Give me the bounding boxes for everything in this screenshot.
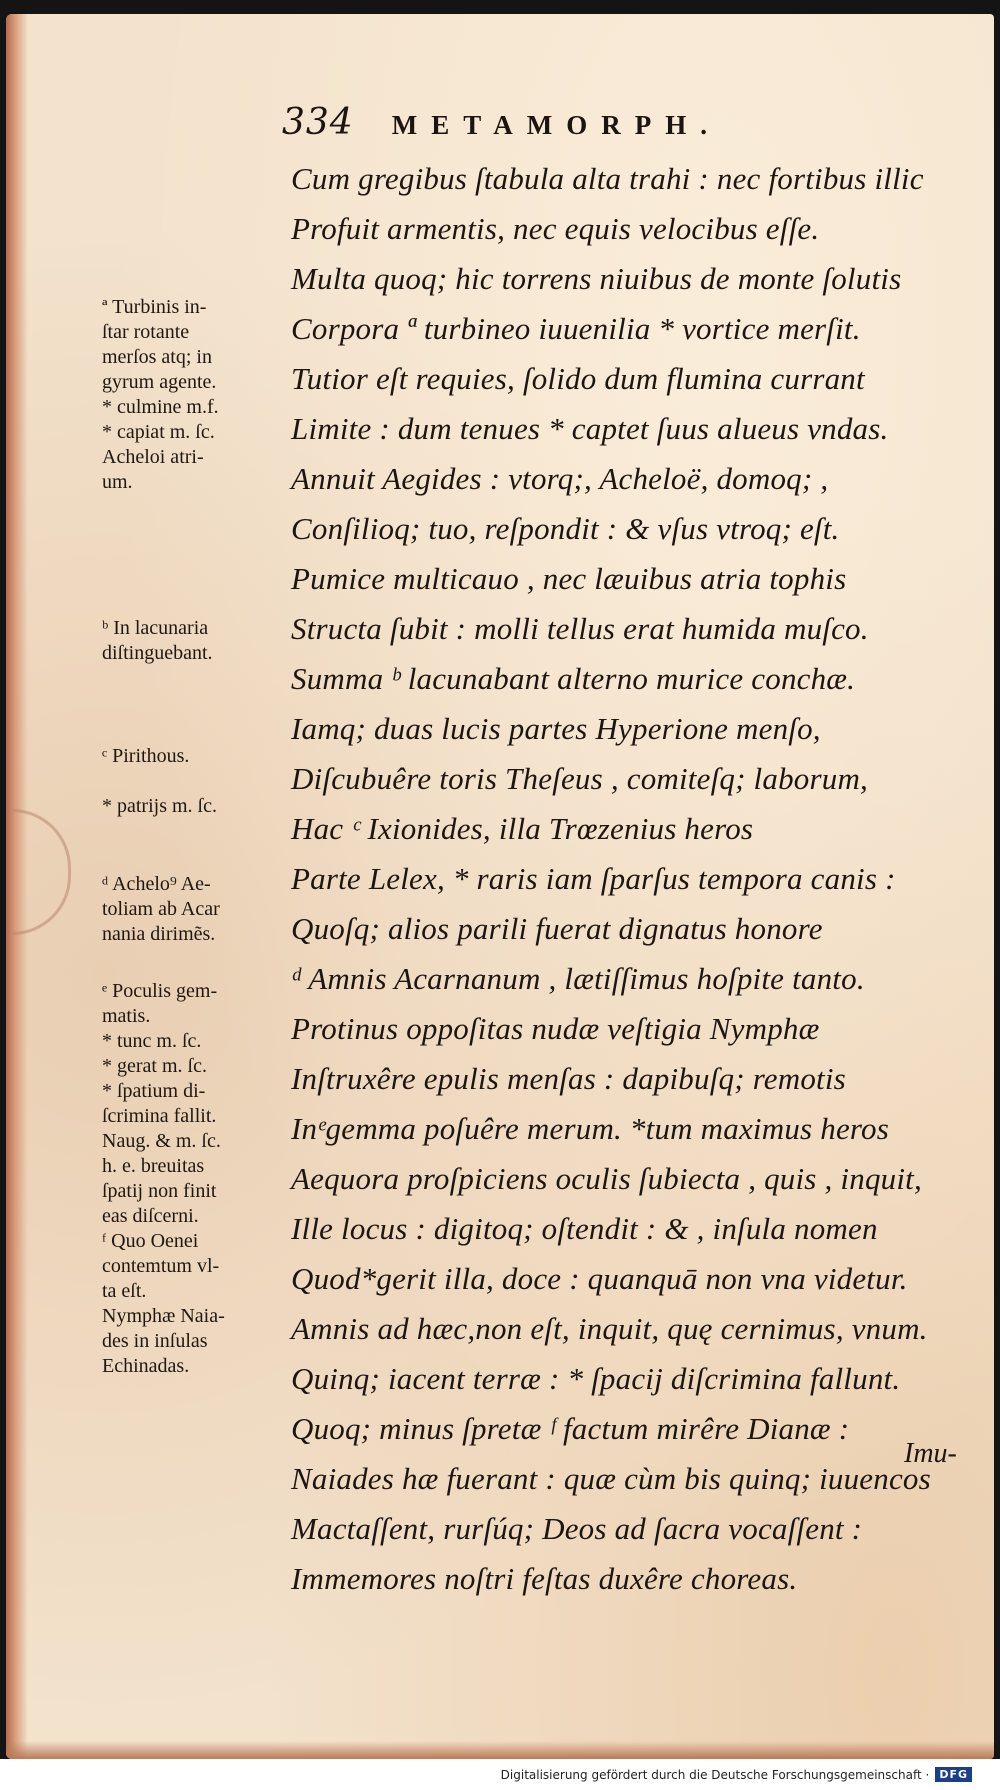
verse-line: Cum gregibus ſtabula alta trahi : nec fortibus illic bbox=[291, 161, 924, 196]
verse-line: Inſtruxêre epulis menſas : dapibuſq; remotis bbox=[291, 1061, 846, 1096]
verse-line: Immemores noſtri feſtas duxêre choreas. bbox=[291, 1561, 798, 1596]
verse-line: Summa ᵇ lacunabant alterno murice conchæ. bbox=[291, 661, 856, 696]
verse-line: Amnis ad hæc,non eſt, inquit, quę cernimus, vnum. bbox=[291, 1311, 928, 1346]
paper-fold-mark bbox=[12, 809, 71, 935]
funding-credit: Digitalisierung gefördert durch die Deutsche Forschungsgemeinschaft · bbox=[500, 1767, 930, 1782]
verse-line: Limite : dum tenues * captet ſuus alueus vndas. bbox=[291, 411, 889, 446]
verse-line: Ille locus : digitoq; oſtendit : & , inſula nomen bbox=[291, 1211, 878, 1246]
marginal-note: ᵇ In lacunaria diſtinguebant. bbox=[102, 617, 213, 664]
verse-line: Multa quoq; hic torrens niuibus de monte ſolutis bbox=[291, 261, 902, 296]
page-number: 334 bbox=[282, 102, 354, 143]
verse-line: Tutior eſt requies, ſolido dum flumina currant bbox=[291, 361, 865, 396]
catchword: Imu- bbox=[904, 1438, 957, 1469]
verse-line: Iamq; duas lucis partes Hyperione menſo, bbox=[291, 711, 821, 746]
page-bottom-shadow bbox=[6, 1741, 994, 1759]
verse-line: Parte Lelex, * raris iam ſparſus tempora canis : bbox=[291, 861, 896, 896]
verse-line: Structa ſubit : molli tellus erat humida muſco. bbox=[291, 611, 869, 646]
marginal-note: ª Turbinis in- ſtar rotante merſos atq; in gyrum agente. * culmine m.f. * capiat m. ſc. Acheloi atri- um. bbox=[102, 296, 219, 493]
marginal-note: ᵉ Poculis gem- matis. * tunc m. ſc. * gerat m. ſc. * ſpatium di- ſcrimina fallit. Naug. & m. ſc. h. e. breuitas ſpatij non finit eas diſcerni. ᶠ Quo Oenei contemtum vl- ta eſt. Nymphæ Naia- des in inſulas Echinadas. bbox=[102, 980, 225, 1377]
dfg-logo-icon: DFG bbox=[935, 1767, 972, 1782]
marginal-note: * patrijs m. ſc. bbox=[102, 795, 217, 817]
verse-line: Corpora ª turbineo iuuenilia * vortice merſit. bbox=[291, 311, 861, 346]
verse-line: ᵈ Amnis Acarnanum , lætiſſimus hoſpite tanto. bbox=[291, 961, 865, 996]
verse-line: Protinus oppoſitas nudæ veſtigia Nymphæ bbox=[291, 1011, 820, 1046]
marginal-note: ᵈ Achelo⁹ Ae- toliam ab Acar nania dirimẽs. bbox=[102, 873, 220, 945]
verse-line: Hac ᶜ Ixionides, illa Trœzenius heros bbox=[291, 811, 754, 846]
verse-line: Inᵉgemma poſuêre merum. *tum maximus heros bbox=[291, 1111, 889, 1146]
verse-line: Quoq; minus ſpretæ ᶠ factum mirêre Dianæ : bbox=[291, 1411, 850, 1446]
verse-line: Quinq; iacent terræ : * ſpacij diſcrimina fallunt. bbox=[291, 1361, 901, 1396]
verse-line: Pumice multicauo , nec læuibus atria tophis bbox=[291, 561, 847, 596]
verse-line: Naiades hæ fuerant : quæ cùm bis quinq; iuuencos bbox=[291, 1461, 931, 1496]
verse-line: Quod*gerit illa, doce : quanquā non vna videtur. bbox=[291, 1261, 908, 1296]
book-page bbox=[6, 14, 994, 1759]
verse-line: Conſilioq; tuo, reſpondit : & vſus vtroq; eſt. bbox=[291, 511, 840, 546]
page-header bbox=[282, 102, 822, 146]
verse-line: Diſcubuêre toris Theſeus , comiteſq; laborum, bbox=[291, 761, 868, 796]
digitization-footer bbox=[0, 1759, 1000, 1790]
verse-line: Annuit Aegides : vtorq;, Acheloë, domoq; , bbox=[291, 461, 829, 496]
verse-line: Profuit armentis, nec equis velocibus eſſe. bbox=[291, 211, 820, 246]
verse-column bbox=[291, 154, 994, 1604]
marginal-note: ᶜ Pirithous. bbox=[102, 745, 190, 767]
verse-line: Mactaſſent, rurſúq; Deos ad ſacra vocaſſent : bbox=[291, 1511, 863, 1546]
verse-line: Quoſq; alios parili fuerat dignatus honore bbox=[291, 911, 823, 946]
running-title: METAMORPH. bbox=[391, 110, 721, 140]
verse-line: Aequora proſpiciens oculis ſubiecta , quis , inquit, bbox=[291, 1161, 922, 1196]
